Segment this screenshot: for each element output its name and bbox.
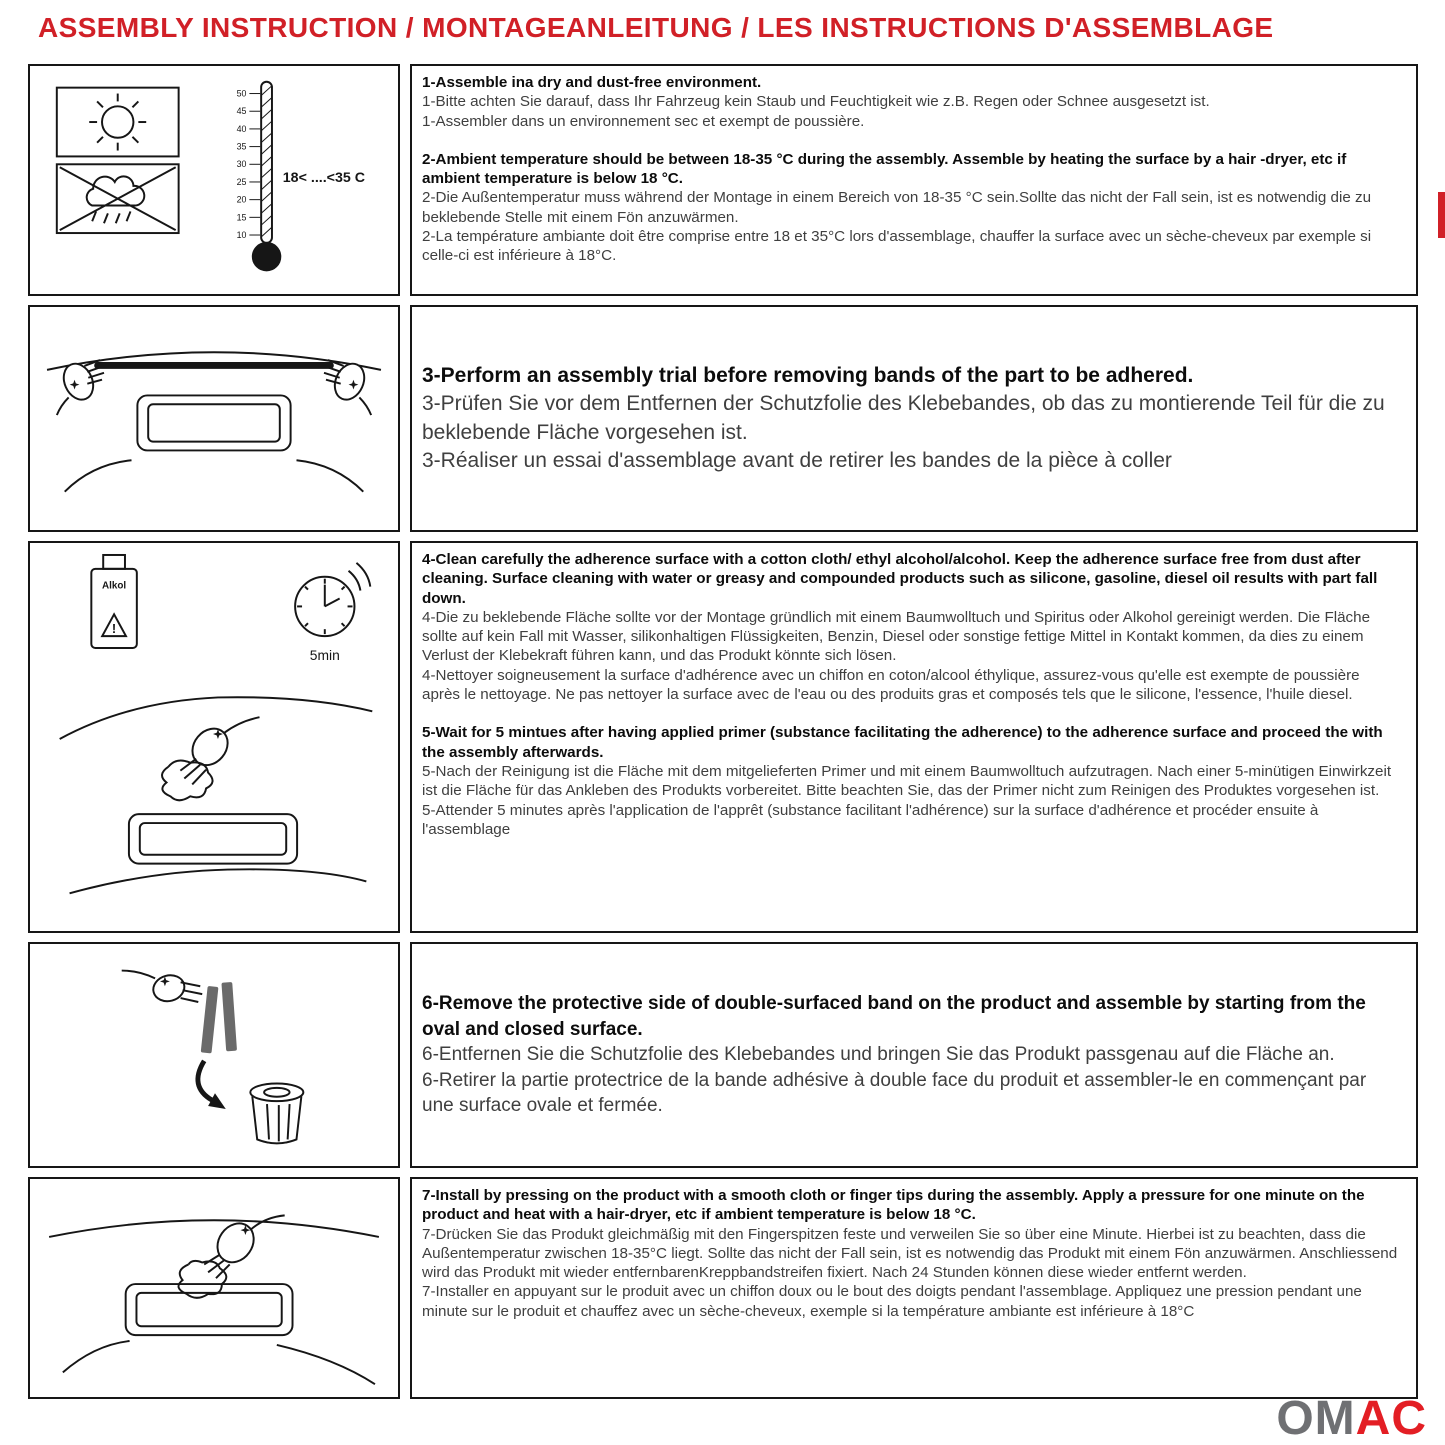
clock-icon bbox=[295, 563, 370, 636]
svg-text:50: 50 bbox=[236, 88, 247, 99]
step6-de: 6-Entfernen Sie die Schutzfolie des Klebebandes und bringen Sie das Produkt passgenau auf die Fläche an. bbox=[422, 1044, 1335, 1066]
thermometer-scale bbox=[237, 88, 247, 239]
clean-surface-illustration bbox=[30, 545, 398, 929]
trunk-top-contour bbox=[49, 1220, 379, 1237]
plate-recess bbox=[129, 814, 297, 863]
thermometer-icon bbox=[249, 82, 280, 271]
svg-text:40: 40 bbox=[236, 123, 247, 134]
bottle-label: Alkol bbox=[102, 580, 127, 592]
trunk-bottom-contour bbox=[70, 869, 367, 893]
plate-recess-inner bbox=[136, 1293, 281, 1326]
sun-icon bbox=[89, 94, 146, 151]
hand-removing-band-icon bbox=[122, 971, 203, 1005]
step5-en: 5-Wait for 5 mintues after having applied primer (substance facilitating the adherence) to the adherence surface and proceed the with the assembly afterwards. bbox=[422, 724, 1383, 761]
step3-en: 3-Perform an assembly trial before removing bands of the part to be adhered. bbox=[422, 364, 1194, 388]
text-clean-surface bbox=[410, 541, 1418, 933]
step6-fr: 6-Retirer la partie protectrice de la bande adhésive à double face du produit et assembler-le en commençant par une surface ovale et fermée. bbox=[422, 1069, 1367, 1117]
omac-logo bbox=[1276, 1392, 1427, 1445]
press-install-illustration bbox=[30, 1182, 398, 1394]
step3-de: 3-Prüfen Sie vor dem Entfernen der Schutzfolie des Klebebandes, ob das zu montierende Teil für die zu beklebende Fläche vorgesehen ist. bbox=[422, 392, 1385, 444]
text-environment bbox=[410, 64, 1418, 296]
section-press-install bbox=[28, 1177, 1418, 1399]
step5-de: 5-Nach der Reinigung ist die Fläche mit dem mitgelieferten Primer und mit einem Baumwolltuch aufzutragen. Nach einer 5-minütigen Einwirkzeit ist die Fläche für das Ankleben des Produkts vorbereitet. Bitte beachten Sie, das der Primer nicht zum Reinigen des Produktes vorgesehen ist. bbox=[422, 762, 1392, 800]
svg-text:10: 10 bbox=[236, 229, 247, 240]
step1-fr: 1-Assembler dans un environnement sec et exempt de poussière. bbox=[422, 112, 865, 130]
instruction-rows bbox=[28, 64, 1418, 1399]
wait-time-label: 5min bbox=[309, 646, 340, 663]
trunk-corner-left bbox=[63, 1341, 130, 1372]
spacer bbox=[422, 131, 1400, 150]
remove-band-illustration bbox=[30, 947, 398, 1163]
step6-en: 6-Remove the protective side of double-surfaced band on the product and assemble by starting from the oval and closed surface. bbox=[422, 992, 1366, 1040]
illustration-press-install bbox=[28, 1177, 400, 1399]
arrow-icon bbox=[198, 1061, 226, 1109]
spacer bbox=[422, 704, 1400, 723]
adhesive-strips-icon bbox=[201, 982, 237, 1053]
svg-text:15: 15 bbox=[236, 212, 247, 223]
step1-en: 1-Assemble ina dry and dust-free environment. bbox=[422, 74, 762, 91]
step1-de: 1-Bitte achten Sie darauf, dass Ihr Fahrzeug kein Staub und Feuchtigkeit wie z.B. Regen oder Schnee ausgesetzt ist. bbox=[422, 93, 1210, 111]
text-remove-band bbox=[410, 942, 1418, 1168]
text-press-install bbox=[410, 1177, 1418, 1399]
step7-en: 7-Install by pressing on the product with a smooth cloth or finger tips during the assembly. Apply a pressure for one minute on the product and heat with a hair-dryer, etc if ambient temperature is below 18 °C. bbox=[422, 1187, 1365, 1224]
step4-fr: 4-Nettoyer soigneusement la surface d'adhérence avec un chiffon en coton/alcool éthylique, assurez-vous qu'elle est exempte de poussière après le nettoyage. Ne pas nettoyer la surface avec de l'eau ou des produits gras et composés tels que le silicone, l'essence, l'huile diesel. bbox=[422, 666, 1360, 704]
svg-text:30: 30 bbox=[236, 159, 247, 170]
section-clean-surface bbox=[28, 541, 1418, 933]
wiping-hand-icon bbox=[60, 697, 373, 800]
trunk-corner-right bbox=[297, 460, 364, 491]
warning-mark: ! bbox=[111, 621, 117, 637]
svg-text:20: 20 bbox=[236, 194, 247, 205]
red-edge-mark bbox=[1438, 192, 1445, 238]
illustration-remove-band bbox=[28, 942, 400, 1168]
step5-fr: 5-Attender 5 minutes après l'application de l'apprêt (substance facilitant l'adhérence) sur la surface d'adhérence et procéder ensuite à l'assemblage bbox=[422, 801, 1319, 838]
plate-recess-inner bbox=[148, 404, 280, 441]
step4-en: 4-Clean carefully the adherence surface with a cotton cloth/ ethyl alcohol/alcohol. Keep the adherence surface free from dust after cleaning. Surface cleaning with water or greasy and compounded products such as silicone, gasoline, diesel oil results with part fall down. bbox=[422, 551, 1378, 607]
pressing-hand-icon bbox=[179, 1215, 285, 1297]
logo-text-ac: AC bbox=[1355, 1392, 1427, 1445]
trunk-corner-left bbox=[65, 460, 132, 491]
text-assembly-trial bbox=[410, 305, 1418, 532]
section-remove-band bbox=[28, 942, 1418, 1168]
logo-text-om: OM bbox=[1276, 1392, 1356, 1445]
plate-recess-outer bbox=[126, 1284, 293, 1335]
temperature-range-label: 18< ....<35 C bbox=[282, 169, 366, 186]
illustration-assembly-trial bbox=[28, 305, 400, 532]
section-assembly-trial bbox=[28, 305, 1418, 532]
assembly-trial-illustration bbox=[30, 309, 398, 529]
section-environment bbox=[28, 64, 1418, 296]
trash-can-icon bbox=[250, 1083, 303, 1143]
trunk-edge-right bbox=[277, 1345, 375, 1384]
step2-en: 2-Ambient temperature should be between 18-35 °C during the assembly. Assemble by heating the surface by a hair -dryer, etc if ambient temperature is below 18 °C. bbox=[422, 150, 1347, 188]
step2-de: 2-Die Außentemperatur muss während der Montage in einem Bereich von 18-35 °C sein.Sollte das nicht der Fall sein, ist es notwendig die zu beklebende Stelle mit einem Fön anzuwärmen. bbox=[422, 189, 1372, 226]
step2-fr: 2-La température ambiante doit être comprise entre 18 et 35°C lors d'assemblage, chauffer la surface avec un sèche-cheveux par exemple si celle-ci est inférieure à 18°C. bbox=[422, 228, 1372, 265]
svg-text:35: 35 bbox=[236, 141, 247, 152]
svg-text:25: 25 bbox=[236, 176, 247, 187]
step4-de: 4-Die zu beklebende Fläche sollte vor der Montage gründlich mit einem Baumwolltuch und Spiritus oder Alkohol gereinigt werden. Die Fläche sollte auf kein Fall mit Wasser, silikonhaltigen Flüssigkeiten, Benzin, Diesel oder sonstige fettige Mittel in Kontakt kommen, da dies zu einem Verlust der Klebekraft führen kann, und das Produkt könnte sich lösen. bbox=[422, 608, 1371, 665]
svg-text:45: 45 bbox=[236, 106, 247, 117]
step7-fr: 7-Installer en appuyant sur le produit avec un chiffon doux ou le bout des doigts pendant l'assemblage. Appliquez une pression pendant une minute sur le produit et chauffez avec un sèche-cheveux, exemple si la température ambiante est inférieure à 18°C bbox=[422, 1283, 1362, 1320]
step7-de: 7-Drücken Sie das Produkt gleichmäßig mit den Fingerspitzen feste und verweilen Sie so über eine Minute. Hierbei ist zu beachten, dass die Außentemperatur zwischen 18-35°C liegt. Sollte das nicht der Fall sein, ist es notwendig das Produkt mit einem Fön anzuwärmen. Anschliessend wird das Produkt mit wieder entfernbarenKreppbandstreifen fixiert. Nach 24 Stunden können diese wieder entfernt werden. bbox=[422, 1225, 1398, 1282]
page-title: ASSEMBLY INSTRUCTION / MONTAGEANLEITUNG / LES INSTRUCTIONS D'ASSEMBLAGE bbox=[38, 12, 1274, 43]
step3-fr: 3-Réaliser un essai d'assemblage avant de retirer les bandes de la pièce à coller bbox=[422, 448, 1172, 472]
environment-illustration bbox=[30, 68, 398, 292]
illustration-clean-surface bbox=[28, 541, 400, 933]
trim-strip bbox=[94, 362, 334, 369]
illustration-environment bbox=[28, 64, 400, 296]
